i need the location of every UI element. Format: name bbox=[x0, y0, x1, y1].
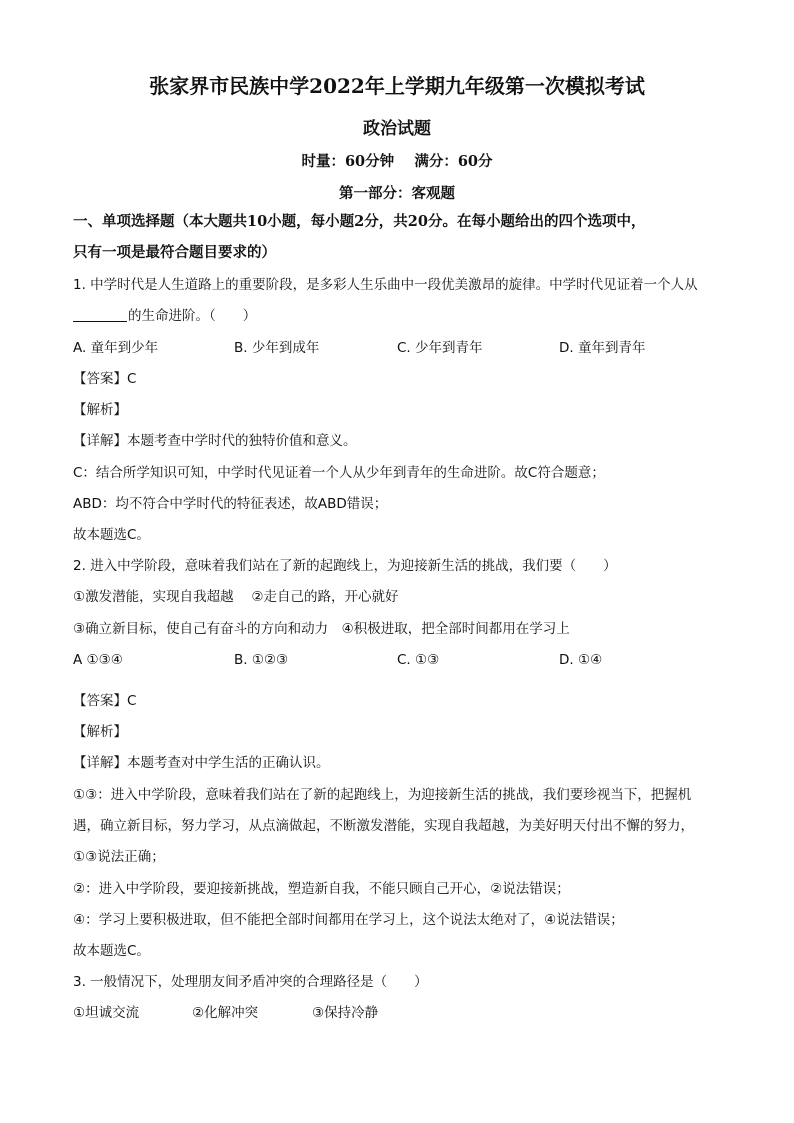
q1-stem-line2-text: 的生命进阶。（ ） bbox=[128, 308, 257, 324]
exam-title: 张家界市民族中学2022年上学期九年级第一次模拟考试 bbox=[149, 74, 645, 98]
q2-explain-line: 遇，确立新目标，努力学习，从点滴做起，不断激发潜能，实现自我超越，为美好明天付出不懈的努力， bbox=[73, 818, 694, 834]
q2-option-c: C. ①③ bbox=[397, 652, 440, 668]
q1-answer: 【答案】C bbox=[73, 371, 137, 387]
q2-option-d: D. ①④ bbox=[559, 652, 603, 668]
q2-items-line1: ①激发潜能，实现自我超越 ②走自己的路，开心就好 bbox=[73, 589, 399, 605]
q2-option-a: A ①③④ bbox=[73, 652, 123, 668]
answer-blank bbox=[73, 307, 127, 322]
q1-detail: 【详解】本题考查中学时代的独特价值和意义。 bbox=[73, 433, 357, 449]
q1-explain-line: ABD：均不符合中学时代的特征表述，故ABD错误； bbox=[73, 496, 388, 512]
q1-option-b: B. 少年到成年 bbox=[234, 340, 320, 356]
q2-explain-line: ①③说法正确； bbox=[73, 849, 165, 865]
q2-stem: 2. 进入中学阶段，意味着我们站在了新的起跑线上，为迎接新生活的挑战，我们要（ ） bbox=[73, 558, 617, 574]
q3-item: ②化解冲突 bbox=[192, 1005, 259, 1021]
q1-option-a: A. 童年到少年 bbox=[73, 340, 159, 356]
q1-explain-line: C：结合所学知识可知，中学时代见证着一个人从少年到青年的生命进阶。故C符合题意； bbox=[73, 465, 605, 481]
q2-explain-line: ①③：进入中学阶段，意味着我们站在了新的起跑线上，为迎接新生活的挑战，我们要珍视当下，把握机 bbox=[73, 787, 692, 803]
q2-answer: 【答案】C bbox=[73, 693, 137, 709]
q1-option-d: D. 童年到青年 bbox=[559, 340, 646, 356]
section-heading-line1: 一、单项选择题（本大题共10小题，每小题2分，共20分。在每小题给出的四个选项中， bbox=[73, 213, 646, 230]
q2-explain-line: ④：学习上要积极进取，但不能把全部时间都用在学习上，这个说法太绝对了，④说法错误； bbox=[73, 912, 624, 928]
q3-stem: 3. 一般情况下，处理朋友间矛盾冲突的合理路径是（ ） bbox=[73, 974, 428, 990]
q1-stem-line1: 1. 中学时代是人生道路上的重要阶段，是多彩人生乐曲中一段优美激昂的旋律。中学时代见证着一个人从 bbox=[73, 277, 698, 293]
subject-title: 政治试题 bbox=[363, 119, 431, 139]
q1-analysis-label: 【解析】 bbox=[73, 402, 127, 418]
q2-detail: 【详解】本题考查对中学生活的正确认识。 bbox=[73, 755, 330, 771]
q2-option-b: B. ①②③ bbox=[234, 652, 289, 668]
q1-explain-line: 故本题选C。 bbox=[73, 527, 150, 543]
part-heading: 第一部分：客观题 bbox=[339, 185, 455, 202]
q2-analysis-label: 【解析】 bbox=[73, 724, 127, 740]
q2-explain-line: 故本题选C。 bbox=[73, 943, 150, 959]
time-score-line: 时量：60分钟 满分：60分 bbox=[301, 153, 493, 170]
q2-items-line2: ③确立新目标，使自己有奋斗的方向和动力 ④积极进取，把全部时间都用在学习上 bbox=[73, 621, 570, 637]
q3-item: ①坦诚交流 bbox=[73, 1005, 140, 1021]
q1-option-c: C. 少年到青年 bbox=[397, 340, 483, 356]
section-heading-line2: 只有一项是最符合题目要求的） bbox=[73, 244, 276, 261]
q3-item: ③保持冷静 bbox=[312, 1005, 379, 1021]
q1-stem-line2 bbox=[73, 307, 256, 325]
q2-explain-line: ②：进入中学阶段，要迎接新挑战，塑造新自我，不能只顾自己开心，②说法错误； bbox=[73, 881, 570, 897]
